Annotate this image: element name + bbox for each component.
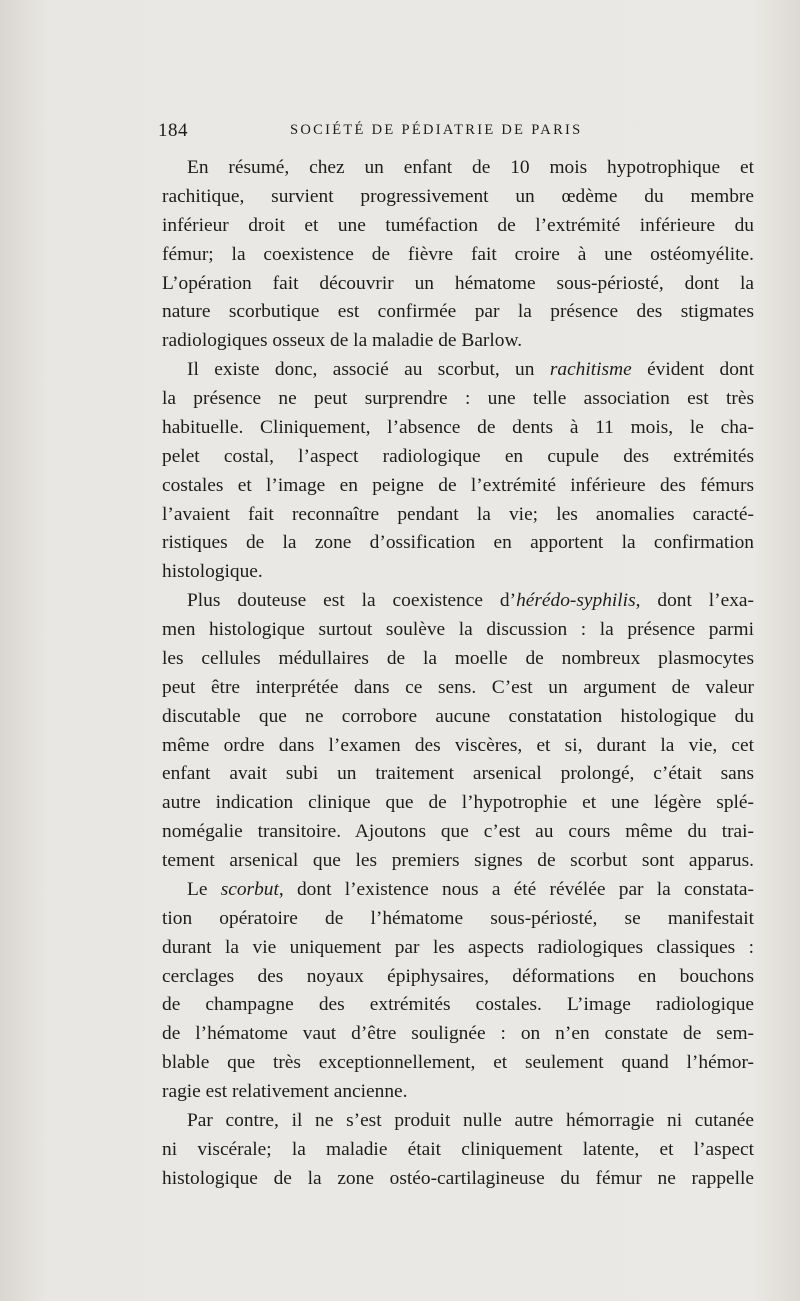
text-line: ragie est relativement ancienne. [162,1081,408,1102]
text-segment: Il existe donc, associé au scorbut, un [187,359,550,381]
text-line: men histologique surtout soulève la discussion : la présence parmi [162,619,754,640]
page-number: 184 [158,120,188,141]
text-line: radiologiques osseux de la maladie de Barlow. [162,330,523,352]
page-header [158,120,754,146]
text-line [162,587,754,616]
text-line: enfant avait subi un traitement arsenical prolongé, c’était sans [162,763,754,785]
text-line [162,876,754,905]
text-line: la présence ne peut surprendre : une telle association est très [162,388,754,409]
text-line: En résumé, chez un enfant de 10 mois hypotrophique et [187,157,754,178]
text-line: nature scorbutique est confirmée par la présence des stigmates [162,301,754,323]
text-line: autre indication clinique que de l’hypotrophie et une légère splé- [162,792,754,814]
text-segment: évident dont [631,359,754,381]
text-segment: , dont l’existence nous a été révélée par la constata- [278,878,754,900]
text-line: l’avaient fait reconnaître pendant la vie; les anomalies caracté- [162,503,754,525]
text-line: de champagne des extrémités costales. L’image radiologique [162,994,754,1016]
text-line: blable que très exceptionnellement, et seulement quand l’hémor- [162,1052,754,1074]
text-line: nomégalie transitoire. Ajoutons que c’est au cours même du trai- [162,821,754,843]
text-line: les cellules médullaires de la moelle de nombreux plasmocytes [162,647,754,669]
text-segment: Plus douteuse est la coexistence d’ [187,590,517,612]
text-line: habituelle. Cliniquement, l’absence de dents à 11 mois, le cha- [162,416,754,438]
text-line: cerclages des noyaux épiphysaires, déformations en bouchons [162,965,754,987]
text-segment: Le [187,878,221,900]
text-line: discutable que ne corrobore aucune constatation histologique du [162,705,754,727]
text-line: fémur; la coexistence de fièvre fait croire à une ostéomyélite. [162,243,754,265]
text-line: pelet costal, l’aspect radiologique en cupule des extrémités [162,445,754,467]
text-line: histologique de la zone ostéo-cartilagineuse du fémur ne rappelle [162,1167,754,1189]
italic-term: hérédo-syphilis [516,590,636,612]
text-line: ni viscérale; la maladie était cliniquement latente, et l’aspect [162,1138,754,1160]
text-line: même ordre dans l’examen des viscères, et si, durant la vie, cet [162,734,754,756]
text-line: rachitique, survient progressivement un œdème du membre [162,185,754,207]
text-line [162,356,754,385]
text-line: tement arsenical que les premiers signes de scorbut sont apparus. [162,850,754,871]
italic-term: scorbut [220,878,279,900]
text-segment: , dont l’exa- [635,590,754,612]
text-line: ristiques de la zone d’ossification en apportent la confirmation [162,532,754,554]
text-line: tion opératoire de l’hématome sous-périosté, se manifestait [162,907,754,929]
text-line: peut être interprétée dans ce sens. C’est un argument de valeur [162,676,754,698]
text-line: durant la vie uniquement par les aspects radiologiques classiques : [162,936,754,958]
text-line: L’opération fait découvrir un hématome sous-périosté, dont la [162,272,754,294]
text-line: inférieur droit et une tuméfaction de l’extrémité inférieure du [162,214,754,236]
running-head: SOCIÉTÉ DE PÉDIATRIE DE PARIS [290,122,583,138]
body-text [162,154,754,1194]
italic-term: rachitisme [549,359,632,381]
text-line: histologique. [162,561,263,583]
text-line: Par contre, il ne s’est produit nulle autre hémorragie ni cutanée [187,1109,754,1131]
text-line: costales et l’image en peigne de l’extrémité inférieure des fémurs [162,474,754,496]
text-line: de l’hématome vaut d’être soulignée : on n’en constate de sem- [162,1023,754,1045]
